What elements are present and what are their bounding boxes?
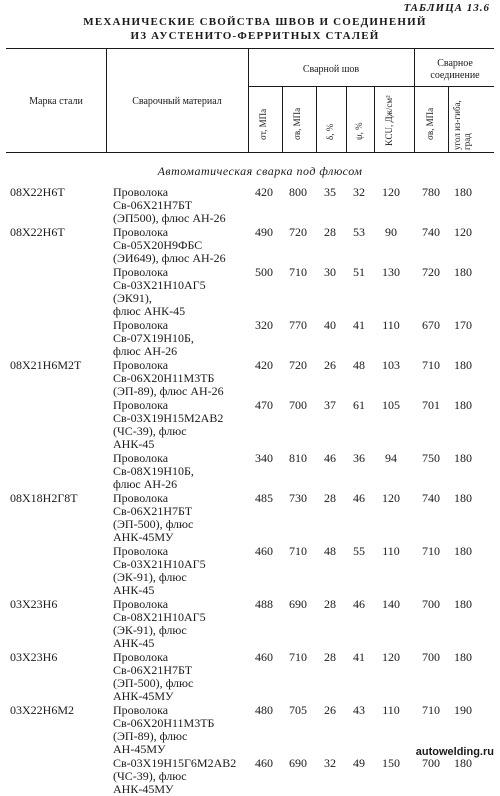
row-value: 740: [422, 225, 440, 239]
row-value: 61: [353, 398, 365, 412]
row-value: 28: [324, 225, 336, 239]
row-value: 110: [382, 703, 400, 717]
row-value: 720: [289, 358, 307, 372]
row-material: Проволока Св-06Х21Н7БТ (ЭП-500), флюс АНК-45МУ: [113, 491, 194, 544]
row-value: 37: [324, 398, 336, 412]
header-col-rule: [316, 86, 317, 152]
row-grade: 08Х21Н6М2Т: [10, 358, 82, 372]
row-material: Проволока Св-08Х21Н10АГ5 (ЭК-91), флюс АНК-45: [113, 597, 206, 650]
header-divider-3: [414, 48, 415, 152]
row-value: 94: [385, 451, 397, 465]
row-value: 46: [353, 597, 365, 611]
row-value: 180: [454, 756, 472, 770]
row-grade: 08Х18Н2Г8Т: [10, 491, 78, 505]
table-title-line-2: ИЗ АУСТЕНИТО-ФЕРРИТНЫХ СТАЛЕЙ: [130, 30, 380, 42]
row-value: 720: [422, 265, 440, 279]
header-top-rule: [6, 48, 494, 49]
row-value: 28: [324, 597, 336, 611]
header-col-rule: [282, 86, 283, 152]
row-grade: 03Х22Н6М2: [10, 703, 75, 717]
row-value: 340: [255, 451, 273, 465]
header-col-rule: [374, 86, 375, 152]
header-col-reduct: ψ, %: [354, 122, 364, 140]
row-value: 180: [454, 185, 472, 199]
row-material: Проволока Св-08Х19Н10Б, флюс АН-26: [113, 451, 194, 491]
header-weld-group: Сварной шов: [302, 64, 360, 75]
table-title-line-1: МЕХАНИЧЕСКИЕ СВОЙСТВА ШВОВ И СОЕДИНЕНИЙ: [83, 16, 427, 28]
watermark-site: autowelding.ru: [415, 746, 494, 758]
row-material: Проволока Св-06Х21Н7БТ (ЭП-500), флюс АНК-45МУ: [113, 650, 194, 703]
row-value: 28: [324, 491, 336, 505]
row-value: 130: [382, 265, 400, 279]
row-value: 710: [422, 703, 440, 717]
row-value: 120: [382, 491, 400, 505]
header-material: Сварочный материал: [132, 96, 222, 107]
header-col-tensile: σв, МПа: [292, 107, 302, 140]
header-col-elong: δ, %: [325, 123, 335, 140]
row-material: Проволока Св-03Х21Н10АГ5 (ЭК91), флюс АНК-45: [113, 265, 206, 318]
row-value: 35: [324, 185, 336, 199]
header-group-rule: [248, 86, 494, 87]
row-value: 140: [382, 597, 400, 611]
header-col-yield: σт, МПа: [258, 108, 268, 140]
row-value: 150: [382, 756, 400, 770]
row-value: 110: [382, 544, 400, 558]
row-value: 170: [454, 318, 472, 332]
row-grade: 08Х22Н6Т: [10, 185, 65, 199]
header-joint-group-1: Сварное: [437, 58, 473, 69]
row-value: 701: [422, 398, 440, 412]
header-col-bend: угол из-гиба, град: [452, 100, 472, 150]
row-grade: 08Х22Н6Т: [10, 225, 65, 239]
row-value: 120: [382, 650, 400, 664]
row-material: Проволока Св-06Х20Н11М3ТБ (ЭП-89), флюс АН-45МУ: [113, 703, 215, 756]
row-material: Проволока Св-05Х20Н9ФБС (ЭИ649), флюс АН-26: [113, 225, 226, 265]
row-value: 180: [454, 597, 472, 611]
row-value: 51: [353, 265, 365, 279]
row-grade: 03Х23Н6: [10, 650, 58, 664]
row-value: 470: [255, 398, 273, 412]
row-value: 320: [255, 318, 273, 332]
row-value: 180: [454, 358, 472, 372]
header-col-rule: [346, 86, 347, 152]
row-value: 43: [353, 703, 365, 717]
header-col-rule: [448, 86, 449, 152]
row-value: 485: [255, 491, 273, 505]
row-value: 53: [353, 225, 365, 239]
row-material: Проволока Св-03Х19Н15М2АВ2 (ЧС-39), флюс АНК-45: [113, 398, 224, 451]
row-value: 810: [289, 451, 307, 465]
header-divider-2: [248, 48, 249, 152]
row-value: 110: [382, 318, 400, 332]
row-material: Проволока Св-06Х20Н11М3ТБ (ЭП-89), флюс АН-26: [113, 358, 224, 398]
row-value: 420: [255, 185, 273, 199]
row-value: 710: [289, 265, 307, 279]
row-value: 32: [324, 756, 336, 770]
row-value: 670: [422, 318, 440, 332]
row-value: 705: [289, 703, 307, 717]
row-value: 41: [353, 318, 365, 332]
row-value: 490: [255, 225, 273, 239]
row-value: 460: [255, 756, 273, 770]
row-value: 105: [382, 398, 400, 412]
header-divider-1: [106, 48, 107, 152]
row-value: 190: [454, 703, 472, 717]
row-value: 730: [289, 491, 307, 505]
row-value: 690: [289, 597, 307, 611]
row-value: 710: [422, 544, 440, 558]
table-number: ТАБЛИЦА 13.6: [403, 2, 490, 14]
row-value: 26: [324, 703, 336, 717]
row-value: 710: [289, 544, 307, 558]
row-value: 480: [255, 703, 273, 717]
row-value: 32: [353, 185, 365, 199]
row-value: 180: [454, 451, 472, 465]
row-material: Св-03Х19Н15Г6М2АВ2 (ЧС-39), флюс АНК-45МУ: [113, 756, 237, 796]
row-value: 460: [255, 650, 273, 664]
row-grade: 03Х23Н6: [10, 597, 58, 611]
section-heading: Автоматическая сварка под флюсом: [157, 164, 363, 178]
row-value: 800: [289, 185, 307, 199]
row-value: 180: [454, 265, 472, 279]
header-bottom-rule: [6, 152, 494, 153]
row-value: 49: [353, 756, 365, 770]
row-value: 700: [422, 650, 440, 664]
header-col-kcu: KCU, Дж/см²: [384, 95, 394, 146]
row-value: 180: [454, 650, 472, 664]
row-value: 120: [454, 225, 472, 239]
row-value: 770: [289, 318, 307, 332]
row-value: 48: [353, 358, 365, 372]
header-grade: Марка стали: [29, 96, 83, 107]
row-value: 710: [289, 650, 307, 664]
row-value: 740: [422, 491, 440, 505]
row-value: 103: [382, 358, 400, 372]
row-material: Проволока Св-06Х21Н7БТ (ЭП500), флюс АН-26: [113, 185, 226, 225]
header-joint-group-2: соединение: [430, 70, 480, 81]
row-value: 180: [454, 491, 472, 505]
row-value: 26: [324, 358, 336, 372]
row-value: 28: [324, 650, 336, 664]
row-value: 700: [289, 398, 307, 412]
row-value: 460: [255, 544, 273, 558]
row-value: 46: [353, 491, 365, 505]
row-value: 710: [422, 358, 440, 372]
row-value: 120: [382, 185, 400, 199]
row-value: 750: [422, 451, 440, 465]
header-col-joint-tensile: σв, МПа: [425, 107, 435, 140]
row-value: 180: [454, 398, 472, 412]
row-value: 780: [422, 185, 440, 199]
row-value: 41: [353, 650, 365, 664]
row-value: 40: [324, 318, 336, 332]
row-value: 700: [422, 756, 440, 770]
row-value: 500: [255, 265, 273, 279]
row-material: Проволока Св-07Х19Н10Б, флюс АН-26: [113, 318, 194, 358]
row-value: 700: [422, 597, 440, 611]
row-value: 30: [324, 265, 336, 279]
row-value: 488: [255, 597, 273, 611]
row-value: 90: [385, 225, 397, 239]
row-value: 55: [353, 544, 365, 558]
row-value: 180: [454, 544, 472, 558]
row-value: 46: [324, 451, 336, 465]
row-value: 36: [353, 451, 365, 465]
row-material: Проволока Св-03Х21Н10АГ5 (ЭК-91), флюс АНК-45: [113, 544, 206, 597]
row-value: 720: [289, 225, 307, 239]
row-value: 48: [324, 544, 336, 558]
row-value: 420: [255, 358, 273, 372]
row-value: 690: [289, 756, 307, 770]
